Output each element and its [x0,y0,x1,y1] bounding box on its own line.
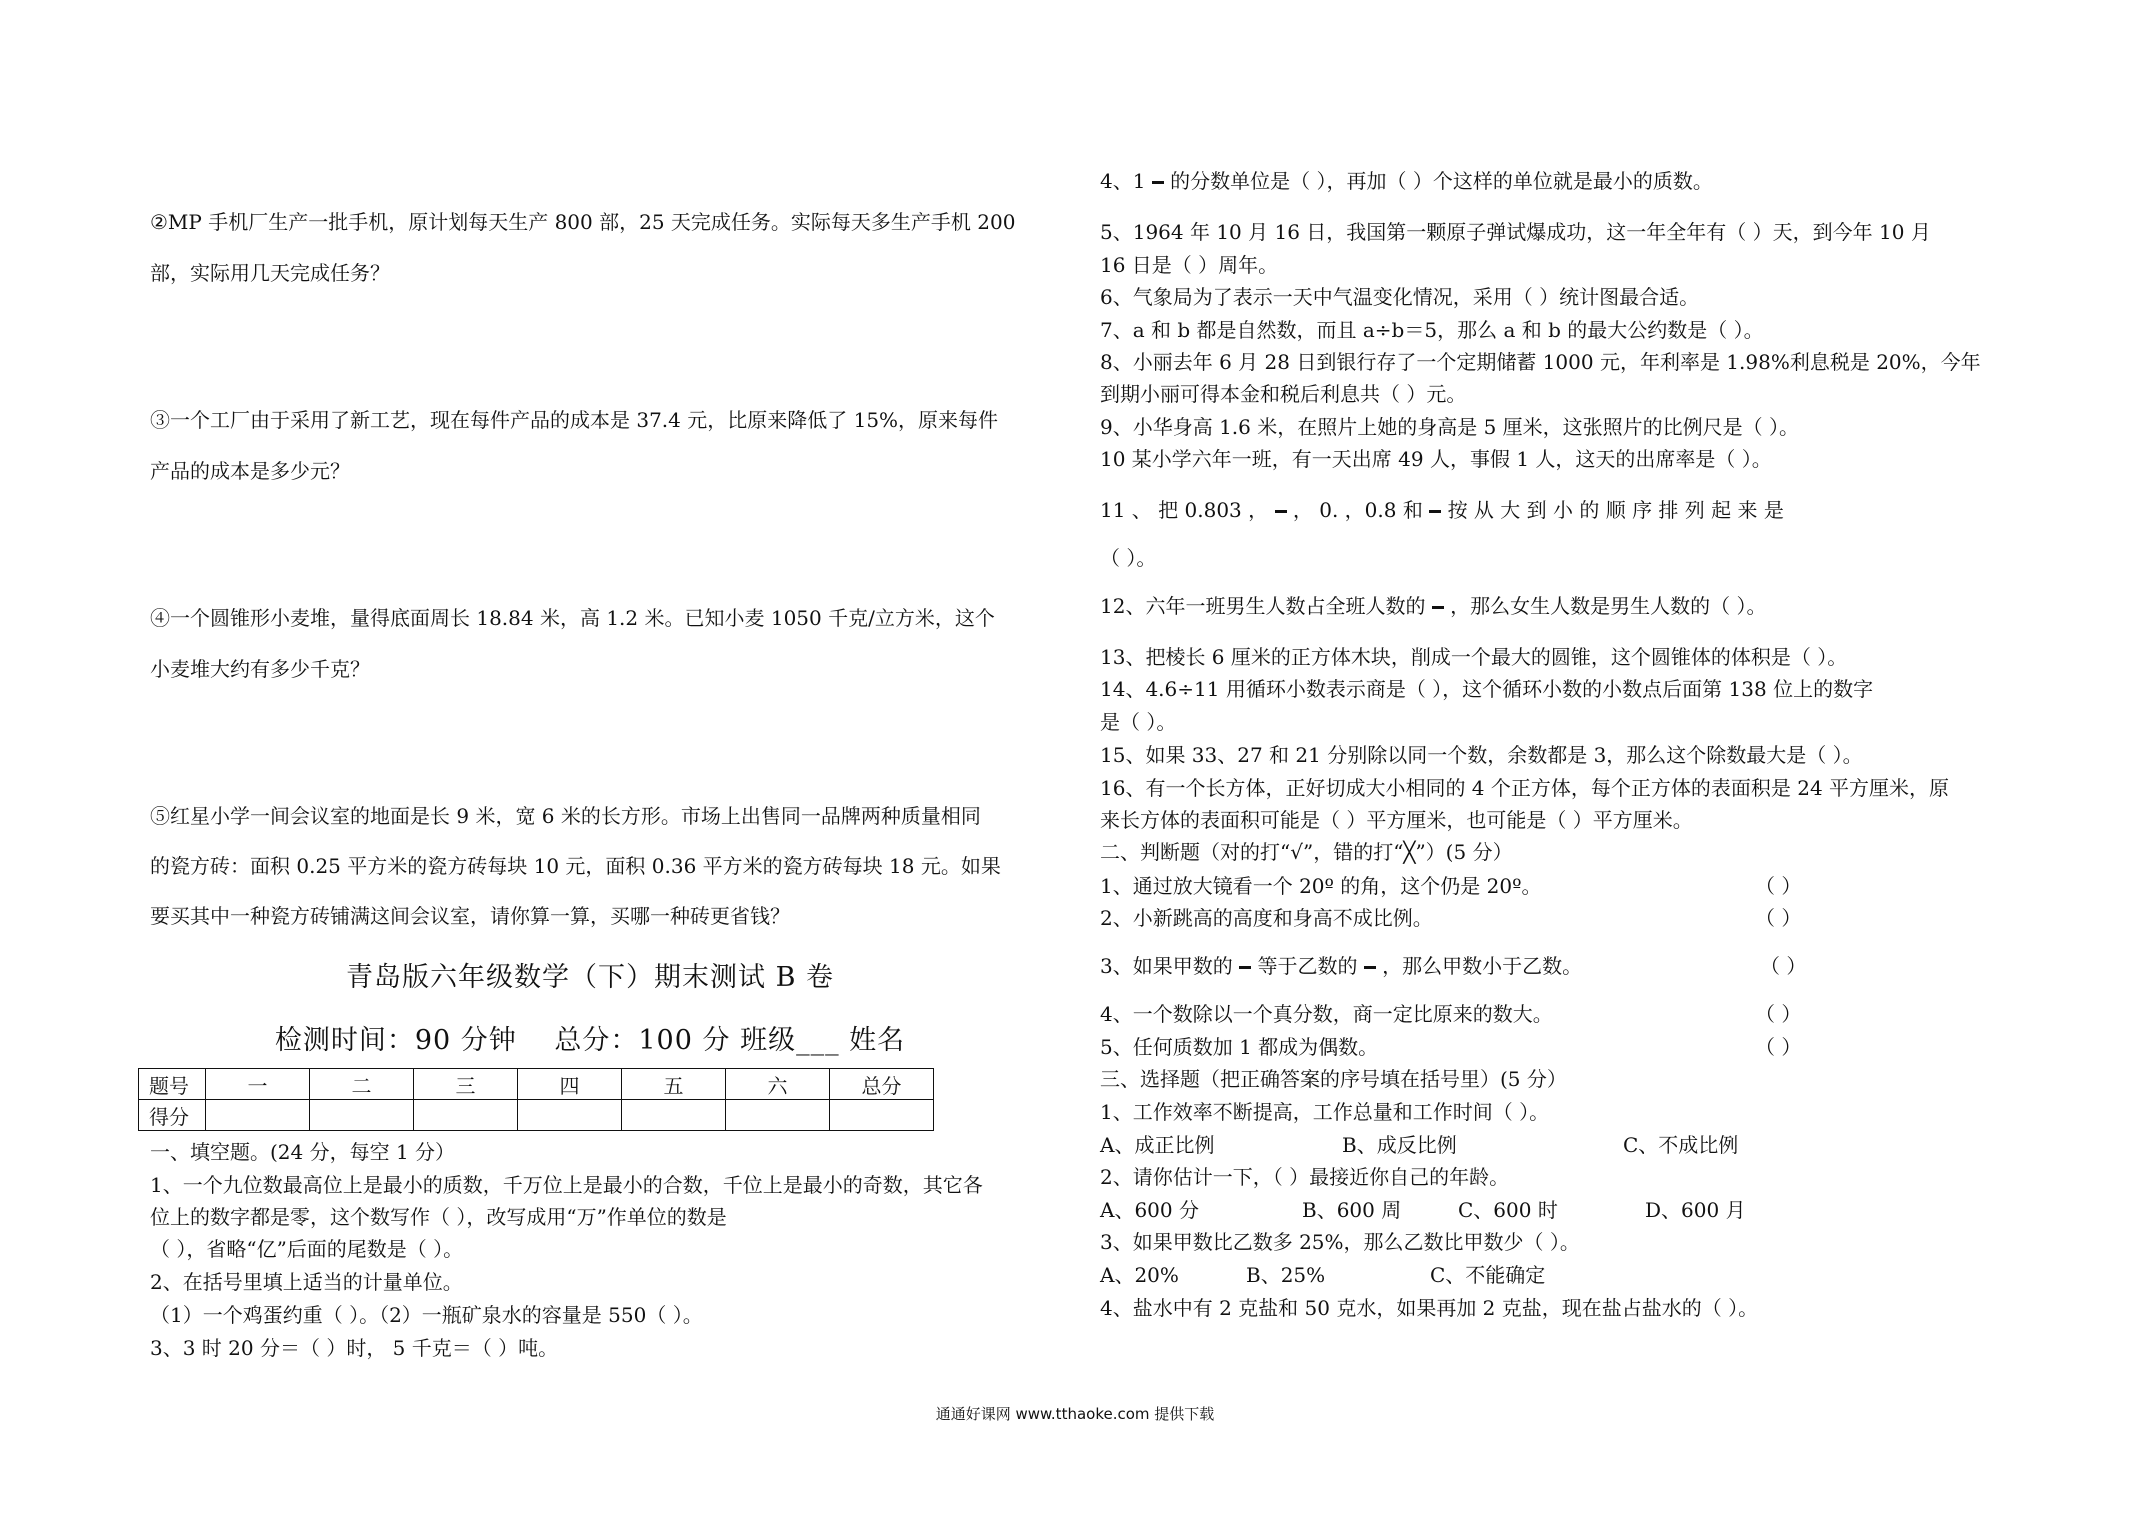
q5-line2: 16 日是（ ）周年。 [1100,253,1279,277]
q8-line1: 8、小丽去年 6 月 28 日到银行存了一个定期储蓄 1000 元，年利率是 1.98%利息税是 20%，今年 [1100,350,1981,374]
problem-2-line1: ②MP 手机厂生产一批手机，原计划每天生产 800 部，25 天完成任务。实际每天多生产手机 200 [150,210,1016,234]
judge-2-answer[interactable]: （ ） [1755,906,1802,930]
q16-line2: 来长方体的表面积可能是（ ）平方厘米，也可能是（ ）平方厘米。 [1100,808,1693,832]
problem-5-line2: 的瓷方砖：面积 0.25 平方米的瓷方砖每块 10 元，面积 0.36 平方米的瓷方砖每块 18 元。如果 [150,854,1001,878]
score-table-header-cell: 四 [518,1069,622,1100]
q2-line2: （1）一个鸡蛋约重（ ）。（2）一瓶矿泉水的容量是 550（ ）。 [150,1303,703,1327]
choice-1-option-c: C、不成比例 [1623,1133,1739,1157]
score-table-header-cell: 二 [310,1069,414,1100]
q3-line: 3、3 时 20 分＝（ ）时， 5 千克＝（ ）吨。 [150,1336,559,1360]
problem-2-line2: 部，实际用几天完成任务？ [150,261,390,285]
judge-1-answer[interactable]: （ ） [1755,874,1802,898]
q11-part-b: ， 0. [1292,498,1339,522]
score-cell[interactable] [518,1100,622,1131]
score-table-header-cell: 题号 [139,1069,206,1100]
score-table-header-cell: 五 [622,1069,726,1100]
choice-4: 4、盐水中有 2 克盐和 50 克水，如果再加 2 克盐，现在盐占盐水的（ ）。 [1100,1296,1759,1320]
judge-3-part-b: 等于乙数的 [1257,954,1358,978]
q11-line2: （ ）。 [1100,546,1157,570]
q4-prefix: 4、1 [1100,169,1146,193]
q12-part-b: ，那么女生人数是男生人数的（ ）。 [1450,594,1767,618]
judge-4: 4、一个数除以一个真分数，商一定比原来的数大。 [1100,1002,1553,1026]
score-cell[interactable] [206,1100,310,1131]
choice-2-option-c: C、600 时 [1458,1198,1558,1222]
problem-3-line2: 产品的成本是多少元？ [150,459,350,483]
q16-line1: 16、有一个长方体，正好切成大小相同的 4 个正方体，每个正方体的表面积是 24 平方厘米，原 [1100,776,1950,800]
q12-line [1100,592,1767,621]
judge-5: 5、任何质数加 1 都成为偶数。 [1100,1035,1379,1059]
fraction-icon [1432,594,1444,621]
choice-3-option-c: C、不能确定 [1430,1263,1546,1287]
q13-line: 13、把棱长 6 厘米的正方体木块，削成一个最大的圆锥，这个圆锥体的体积是（ ）。 [1100,645,1848,669]
score-table-header-row [139,1069,934,1100]
problem-5-line3: 要买其中一种瓷方砖铺满这间会议室，请你算一算，买哪一种砖更省钱？ [150,904,790,928]
score-cell[interactable] [830,1100,934,1131]
problem-4-line2: 小麦堆大约有多少千克？ [150,657,370,681]
q8-line2: 到期小丽可得本金和税后利息共（ ）元。 [1100,382,1467,406]
q6-line: 6、气象局为了表示一天中气温变化情况，采用（ ）统计图最合适。 [1100,285,1700,309]
q4-text: 的分数单位是（ ），再加（ ）个这样的单位就是最小的质数。 [1170,169,1713,193]
fraction-icon [1152,169,1164,196]
score-table-header-cell: 一 [206,1069,310,1100]
judge-5-answer[interactable]: （ ） [1755,1035,1802,1059]
judge-3-part-c: ，那么甲数小于乙数。 [1382,954,1583,978]
fraction-icon [1429,498,1441,525]
fraction-icon [1275,498,1287,525]
q7-line: 7、a 和 b 都是自然数，而且 a÷b＝5，那么 a 和 b 的最大公约数是（ ）。 [1100,318,1764,342]
score-table-header-cell: 六 [726,1069,830,1100]
score-table-row-label: 得分 [139,1100,206,1131]
judge-2: 2、小新跳高的高度和身高不成比例。 [1100,906,1433,930]
score-cell[interactable] [414,1100,518,1131]
q11-part-c: ，0.8 [1344,498,1397,522]
q12-part-a: 12、六年一班男生人数占全班人数的 [1100,594,1426,618]
score-cell[interactable] [310,1100,414,1131]
choice-1: 1、工作效率不断提高，工作总量和工作时间（ ）。 [1100,1100,1550,1124]
problem-4-line1: ④一个圆锥形小麦堆，量得底面周长 18.84 米，高 1.2 米。已知小麦 1050 千克/立方米，这个 [150,606,995,630]
choice-2-option-d: D、600 月 [1645,1198,1746,1222]
judge-3 [1100,952,1582,981]
fraction-icon [1364,954,1376,981]
q10-line: 10 某小学六年一班，有一天出席 49 人，事假 1 人，这天的出席率是（ ）。 [1100,447,1772,471]
score-table [138,1068,934,1131]
q14-line1: 14、4.6÷11 用循环小数表示商是（ ），这个循环小数的小数点后面第 138 位上的数字 [1100,677,1874,701]
problem-5-line1: ⑤红星小学一间会议室的地面是长 9 米，宽 6 米的长方形。市场上出售同一品牌两种质量相同 [150,804,981,828]
q11-line1 [1100,496,1784,525]
q1-line1: 1、一个九位数最高位上是最小的质数，千万位上是最小的合数，千位上是最小的奇数，其它各 [150,1173,983,1197]
exam-subtitle: 检测时间：90 分钟 总分：100 分 班级___ 姓名 [274,1025,906,1056]
choice-3-option-b: B、25% [1246,1263,1326,1287]
choice-3: 3、如果甲数比乙数多 25%，那么乙数比甲数少（ ）。 [1100,1230,1580,1254]
q5-line1: 5、1964 年 10 月 16 日，我国第一颗原子弹试爆成功，这一年全年有（ ）天，到今年 10 月 [1100,220,1931,244]
fraction-icon [1239,954,1251,981]
section-1-heading: 一、填空题。(24 分，每空 1 分） [150,1140,456,1164]
choice-1-option-a: A、成正比例 [1100,1133,1215,1157]
choice-2: 2、请你估计一下，（ ）最接近你自己的年龄。 [1100,1165,1510,1189]
score-cell[interactable] [726,1100,830,1131]
q11-part-e: 按 从 大 到 小 的 顺 序 排 列 起 来 是 [1447,498,1784,522]
q11-part-d: 和 [1402,498,1423,522]
q15-line: 15、如果 33、27 和 21 分别除以同一个数，余数都是 3，那么这个除数最大是（ ）。 [1100,743,1863,767]
q4-line [1100,167,1713,196]
exam-title: 青岛版六年级数学（下）期末测试 B 卷 [345,962,834,993]
q14-line2: 是（ ）。 [1100,710,1177,734]
score-table-header-cell: 总分 [830,1069,934,1100]
choice-3-option-a: A、20% [1100,1263,1179,1287]
choice-1-option-b: B、成反比例 [1342,1133,1457,1157]
section-2-heading: 二、判断题（对的打“√”，错的打“╳”）(5 分） [1100,840,1513,864]
q2-line1: 2、在括号里填上适当的计量单位。 [150,1270,463,1294]
score-table-score-row [139,1100,934,1131]
judge-4-answer[interactable]: （ ） [1755,1002,1802,1026]
judge-3-answer[interactable]: （ ） [1760,954,1807,978]
score-cell[interactable] [622,1100,726,1131]
score-table-header-cell: 三 [414,1069,518,1100]
judge-3-part-a: 3、如果甲数的 [1100,954,1233,978]
q1-line3: （ ），省略“亿”后面的尾数是（ ）。 [150,1237,464,1261]
choice-2-option-b: B、600 周 [1302,1198,1402,1222]
q9-line: 9、小华身高 1.6 米，在照片上她的身高是 5 厘米，这张照片的比例尺是（ ）。 [1100,415,1800,439]
footer-source: 通通好课网 www.tthaoke.com 提供下载 [935,1405,1215,1423]
section-3-heading: 三、选择题（把正确答案的序号填在括号里）(5 分） [1100,1067,1567,1091]
q11-part-a: 11 、 把 0.803 ， [1100,498,1269,522]
choice-2-option-a: A、600 分 [1100,1198,1199,1222]
judge-1: 1、通过放大镜看一个 20º 的角，这个仍是 20º。 [1100,874,1542,898]
problem-3-line1: ③一个工厂由于采用了新工艺，现在每件产品的成本是 37.4 元，比原来降低了 15%，原来每件 [150,408,999,432]
q1-line2: 位上的数字都是零，这个数写作（ ），改写成用“万”作单位的数是 [150,1205,727,1229]
